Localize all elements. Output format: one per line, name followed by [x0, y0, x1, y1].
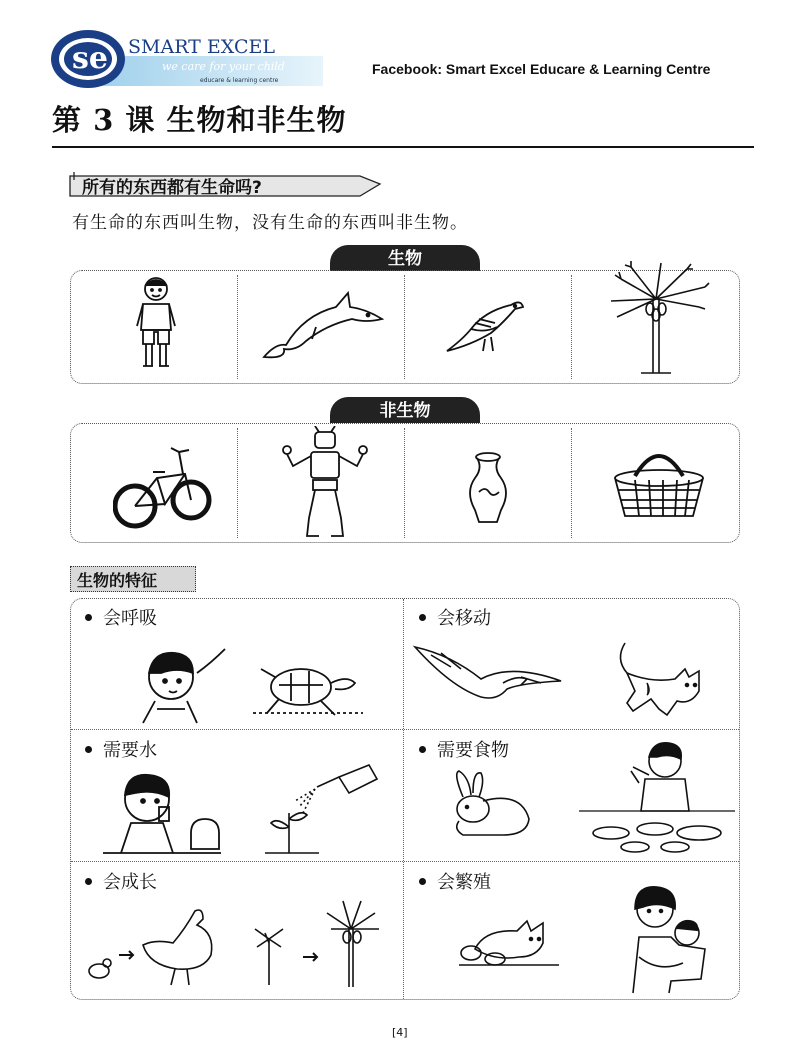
cat-illustration: [611, 639, 711, 725]
robot-illustration: [279, 426, 371, 540]
logo-letters: se: [72, 41, 108, 76]
boy-eating-illustration: [579, 739, 735, 857]
traits-banner-text: 生物的特征: [77, 571, 158, 590]
logo-name: SMART EXCEL: [128, 36, 275, 58]
traits-banner: [70, 566, 196, 592]
facebook-label: Facebook: Smart Excel Educare & Learning Centre: [372, 61, 711, 77]
logo-subtitle: educare & learning centre: [200, 77, 279, 84]
girl-breathing-illustration: [131, 643, 227, 725]
bullet: [419, 614, 426, 621]
cell-divider: [237, 428, 238, 538]
papaya-tree-illustration: [601, 259, 711, 377]
turtle-illustration: [251, 655, 366, 719]
growth-sequence-illustration: [85, 899, 385, 991]
trait-need-water: 需要水: [103, 740, 157, 761]
eagle-illustration: [411, 639, 571, 705]
bullet: [85, 614, 92, 621]
bird-illustration: [441, 293, 526, 359]
cat-family-illustration: [455, 909, 565, 969]
cell-divider: [404, 428, 405, 538]
nonliving-box: [70, 423, 740, 543]
page-number: [4]: [392, 1026, 408, 1039]
basket-illustration: [611, 446, 707, 522]
lesson-title: 第 3 课 生物和非生物: [52, 103, 347, 137]
girl-drinking-illustration: [101, 763, 221, 855]
intro-sentence: 有生命的东西叫生物，没有生命的东西叫非生物。: [72, 213, 468, 233]
trait-grow: 会成长: [103, 872, 157, 893]
title-divider: [52, 146, 754, 148]
cell-divider: [571, 275, 572, 379]
watering-plant-illustration: [259, 757, 381, 857]
traits-row-divider: [71, 861, 739, 862]
bullet: [419, 878, 426, 885]
bullet: [419, 746, 426, 753]
traits-row-divider: [71, 729, 739, 730]
living-tab-label: 生物: [388, 249, 422, 269]
boy-illustration: [131, 274, 181, 376]
cell-divider: [237, 275, 238, 379]
mother-baby-illustration: [619, 883, 717, 995]
trait-breathe: 会呼吸: [103, 608, 157, 629]
living-box: [70, 270, 740, 384]
living-tab: [330, 245, 480, 271]
trait-move: 会移动: [437, 608, 491, 629]
logo-slogan: we care for your child: [162, 60, 285, 73]
traits-vertical-divider: [403, 599, 404, 999]
dolphin-illustration: [256, 285, 386, 365]
nonliving-tab: [330, 397, 480, 423]
traits-box: [70, 598, 740, 1000]
smart-excel-logo: [50, 28, 325, 90]
cell-divider: [571, 428, 572, 538]
vase-illustration: [463, 452, 513, 524]
bullet: [85, 746, 92, 753]
trait-reproduce: 会繁殖: [437, 872, 491, 893]
bicycle-illustration: [113, 438, 213, 534]
cell-divider: [404, 275, 405, 379]
bullet: [85, 878, 92, 885]
nonliving-tab-label: 非生物: [379, 401, 431, 421]
rabbit-illustration: [443, 769, 535, 841]
question-banner-text: 所有的东西都有生命吗?: [82, 178, 262, 198]
trait-need-food: 需要食物: [437, 740, 509, 761]
